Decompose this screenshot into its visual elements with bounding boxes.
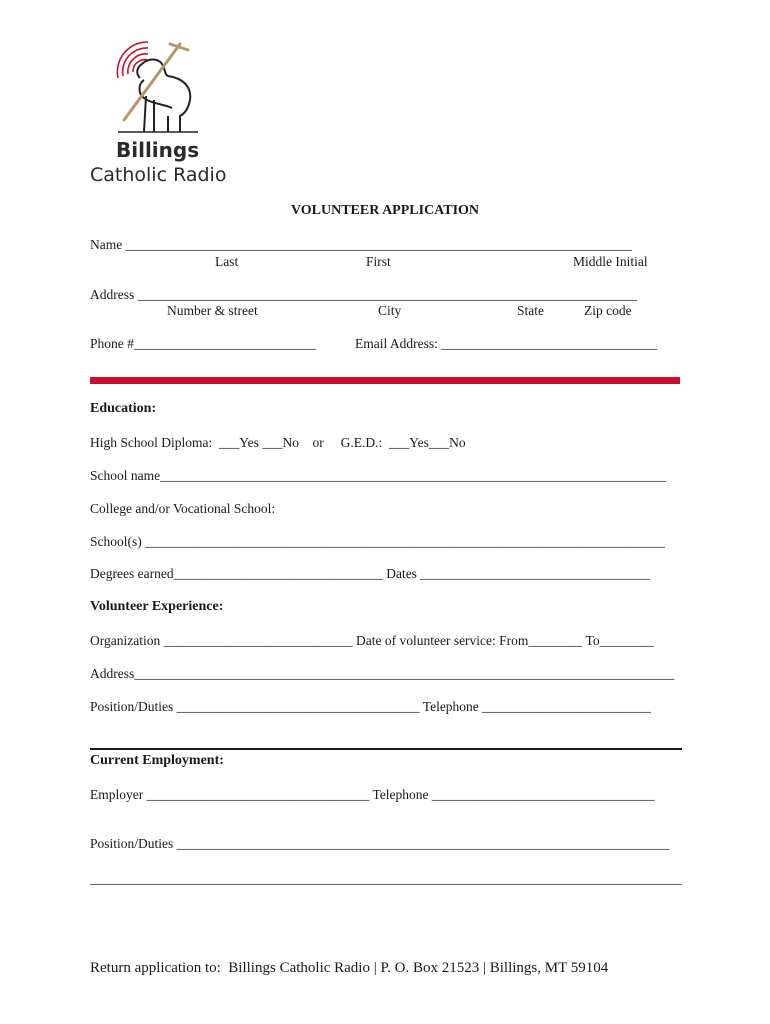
label-city: City [378,303,402,318]
brand-name-line1: Billings [116,138,200,162]
schools-field[interactable]: School(s) _____________________________________________________________________________ [90,534,665,549]
employment-position-field[interactable]: Position/Duties _________________________________________________________________________ [90,836,670,851]
degrees-dates-field[interactable]: Degrees earned_______________________________ Dates __________________________________ [90,566,650,581]
organization-field[interactable]: Organization ____________________________ Date of volunteer service: From________ To________ [90,633,654,648]
education-heading: Education: [90,401,157,416]
billings-catholic-radio-logo [108,34,200,136]
college-label: College and/or Vocational School: [90,501,276,516]
red-divider [90,377,680,384]
name-field[interactable]: Name ___________________________________________________________________________ [90,237,632,252]
label-last: Last [215,254,239,269]
black-divider [90,748,682,750]
label-number-street: Number & street [167,303,258,318]
employment-heading: Current Employment: [90,753,224,768]
address-field[interactable]: Address __________________________________________________________________________ [90,287,638,302]
label-zip: Zip code [584,303,632,318]
footer-return-address: Return application to: Billings Catholic Radio | P. O. Box 21523 | Billings, MT 59104 [90,960,609,976]
label-state: State [517,303,544,318]
brand-name-line2: Catholic Radio [90,164,227,186]
volunteer-address-field[interactable]: Address________________________________________________________________________________ [90,666,675,681]
employment-extra-line[interactable]: __________________________________________________________________________________________ [90,871,682,886]
volunteer-position-field[interactable]: Position/Duties ____________________________________ Telephone _________________________ [90,699,651,714]
form-title: VOLUNTEER APPLICATION [290,203,480,218]
phone-field[interactable]: Phone #___________________________ [90,336,317,351]
email-field[interactable]: Email Address: ________________________________ [355,336,658,351]
diploma-field[interactable]: High School Diploma: ___Yes ___No or G.E.D.: ___Yes___No [90,435,466,450]
school-name-field[interactable]: School name___________________________________________________________________________ [90,468,667,483]
employer-field[interactable]: Employer _________________________________ Telephone _________________________________ [90,787,655,802]
label-middle-initial: Middle Initial [573,254,648,269]
volunteer-heading: Volunteer Experience: [90,599,224,614]
label-first: First [366,254,391,269]
